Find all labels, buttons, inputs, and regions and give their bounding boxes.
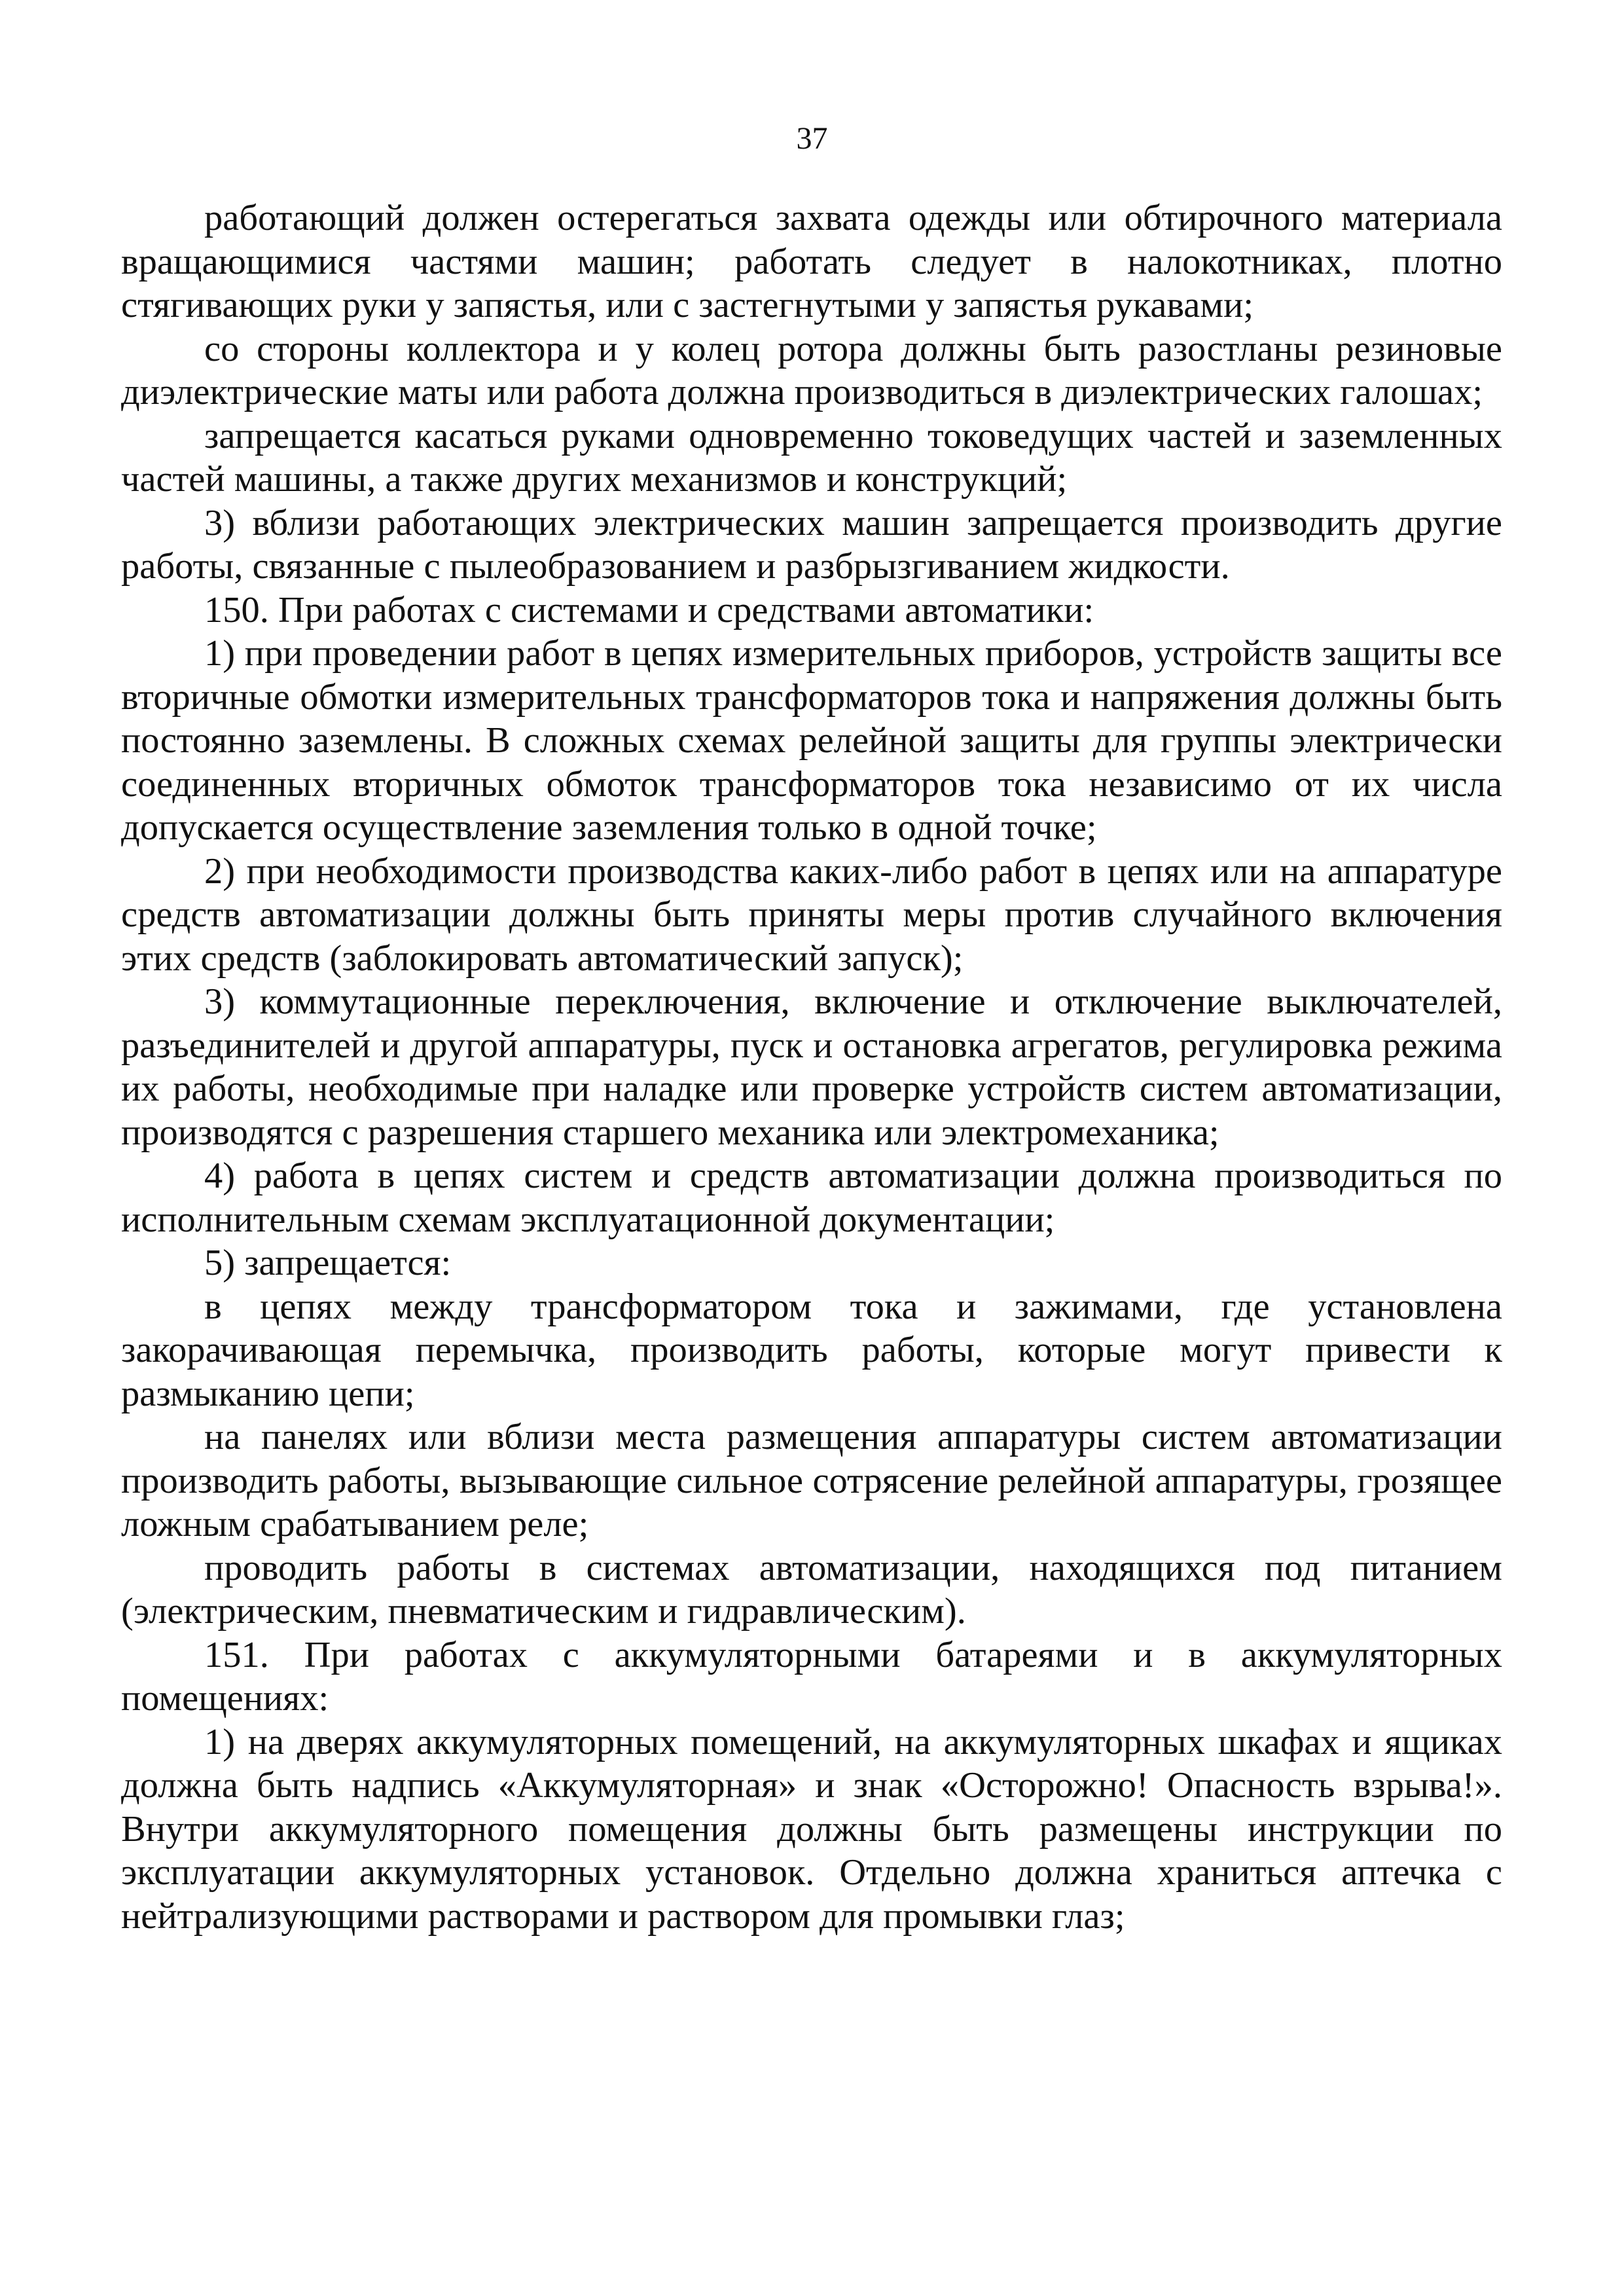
paragraph: 3) коммутационные переключения, включение и отключение выключателей, разъединителей и другой аппаратуры, пуск и остановка агрегатов, регулировка режима их работы, необходимые при наладке или проверке устройств систем автоматизации, производятся с разрешения старшего механика или электромеханика;	[121, 981, 1502, 1153]
document-body	[121, 196, 1502, 1938]
paragraph: проводить работы в системах автоматизации, находящихся под питанием (электрическим, пневматическим и гидравлическим).	[121, 1547, 1502, 1631]
paragraph: 1) на дверях аккумуляторных помещений, на аккумуляторных шкафах и ящиках должна быть надпись «Аккумуляторная» и знак «Осторожно! Опасность взрыва!». Внутри аккумуляторного помещения должны быть размещены инструкции по эксплуатации аккумуляторных установок. Отдельно должна храниться аптечка с нейтрализующими растворами и раствором для промывки глаз;	[121, 1721, 1502, 1937]
paragraph: 2) при необходимости производства каких-либо работ в цепях или на аппаратуре средств автоматизации должны быть приняты меры против случайного включения этих средств (заблокировать автоматический запуск);	[121, 850, 1502, 979]
page-number: 37	[796, 121, 828, 156]
section-heading-150: 150. При работах с системами и средствами автоматики:	[204, 589, 1094, 630]
paragraph: 3) вблизи работающих электрических машин запрещается производить другие работы, связанные с пылеобразованием и разбрызгиванием жидкости.	[121, 502, 1502, 587]
paragraph: 4) работа в цепях систем и средств автоматизации должна производиться по исполнительным схемам эксплуатационной документации;	[121, 1156, 1502, 1240]
paragraph: 5) запрещается:	[204, 1243, 452, 1283]
paragraph: в цепях между трансформатором тока и зажимами, где установлена закорачивающая перемычка, производить работы, которые могут привести к размыканию цепи;	[121, 1286, 1502, 1414]
paragraph: на панелях или вблизи места размещения аппаратуры систем автоматизации производить работы, вызывающие сильное сотрясение релейной аппаратуры, грозящее ложным срабатыванием реле;	[121, 1417, 1502, 1544]
paragraph: работающий должен остерегаться захвата одежды или обтирочного материала вращающимися частями машин; работать следует в налокотниках, плотно стягивающих руки у запястья, или с застегнутыми у запястья рукавами;	[121, 198, 1502, 325]
paragraph: со стороны коллектора и у колец ротора должны быть разостланы резиновые диэлектрические маты или работа должна производиться в диэлектрических галошах;	[121, 328, 1502, 412]
section-heading-151: 151. При работах с аккумуляторными батареями и в аккумуляторных помещениях:	[121, 1634, 1502, 1719]
paragraph: запрещается касаться руками одновременно токоведущих частей и заземленных частей машины, а также других механизмов и конструкций;	[121, 415, 1502, 500]
paragraph: 1) при проведении работ в цепях измерительных приборов, устройств защиты все вторичные обмотки измерительных трансформаторов тока и напряжения должны быть постоянно заземлены. В сложных схемах релейной защиты для группы электрически соединенных вторичных обмоток трансформаторов тока независимо от их числа допускается осуществление заземления только в одной точке;	[121, 633, 1502, 848]
